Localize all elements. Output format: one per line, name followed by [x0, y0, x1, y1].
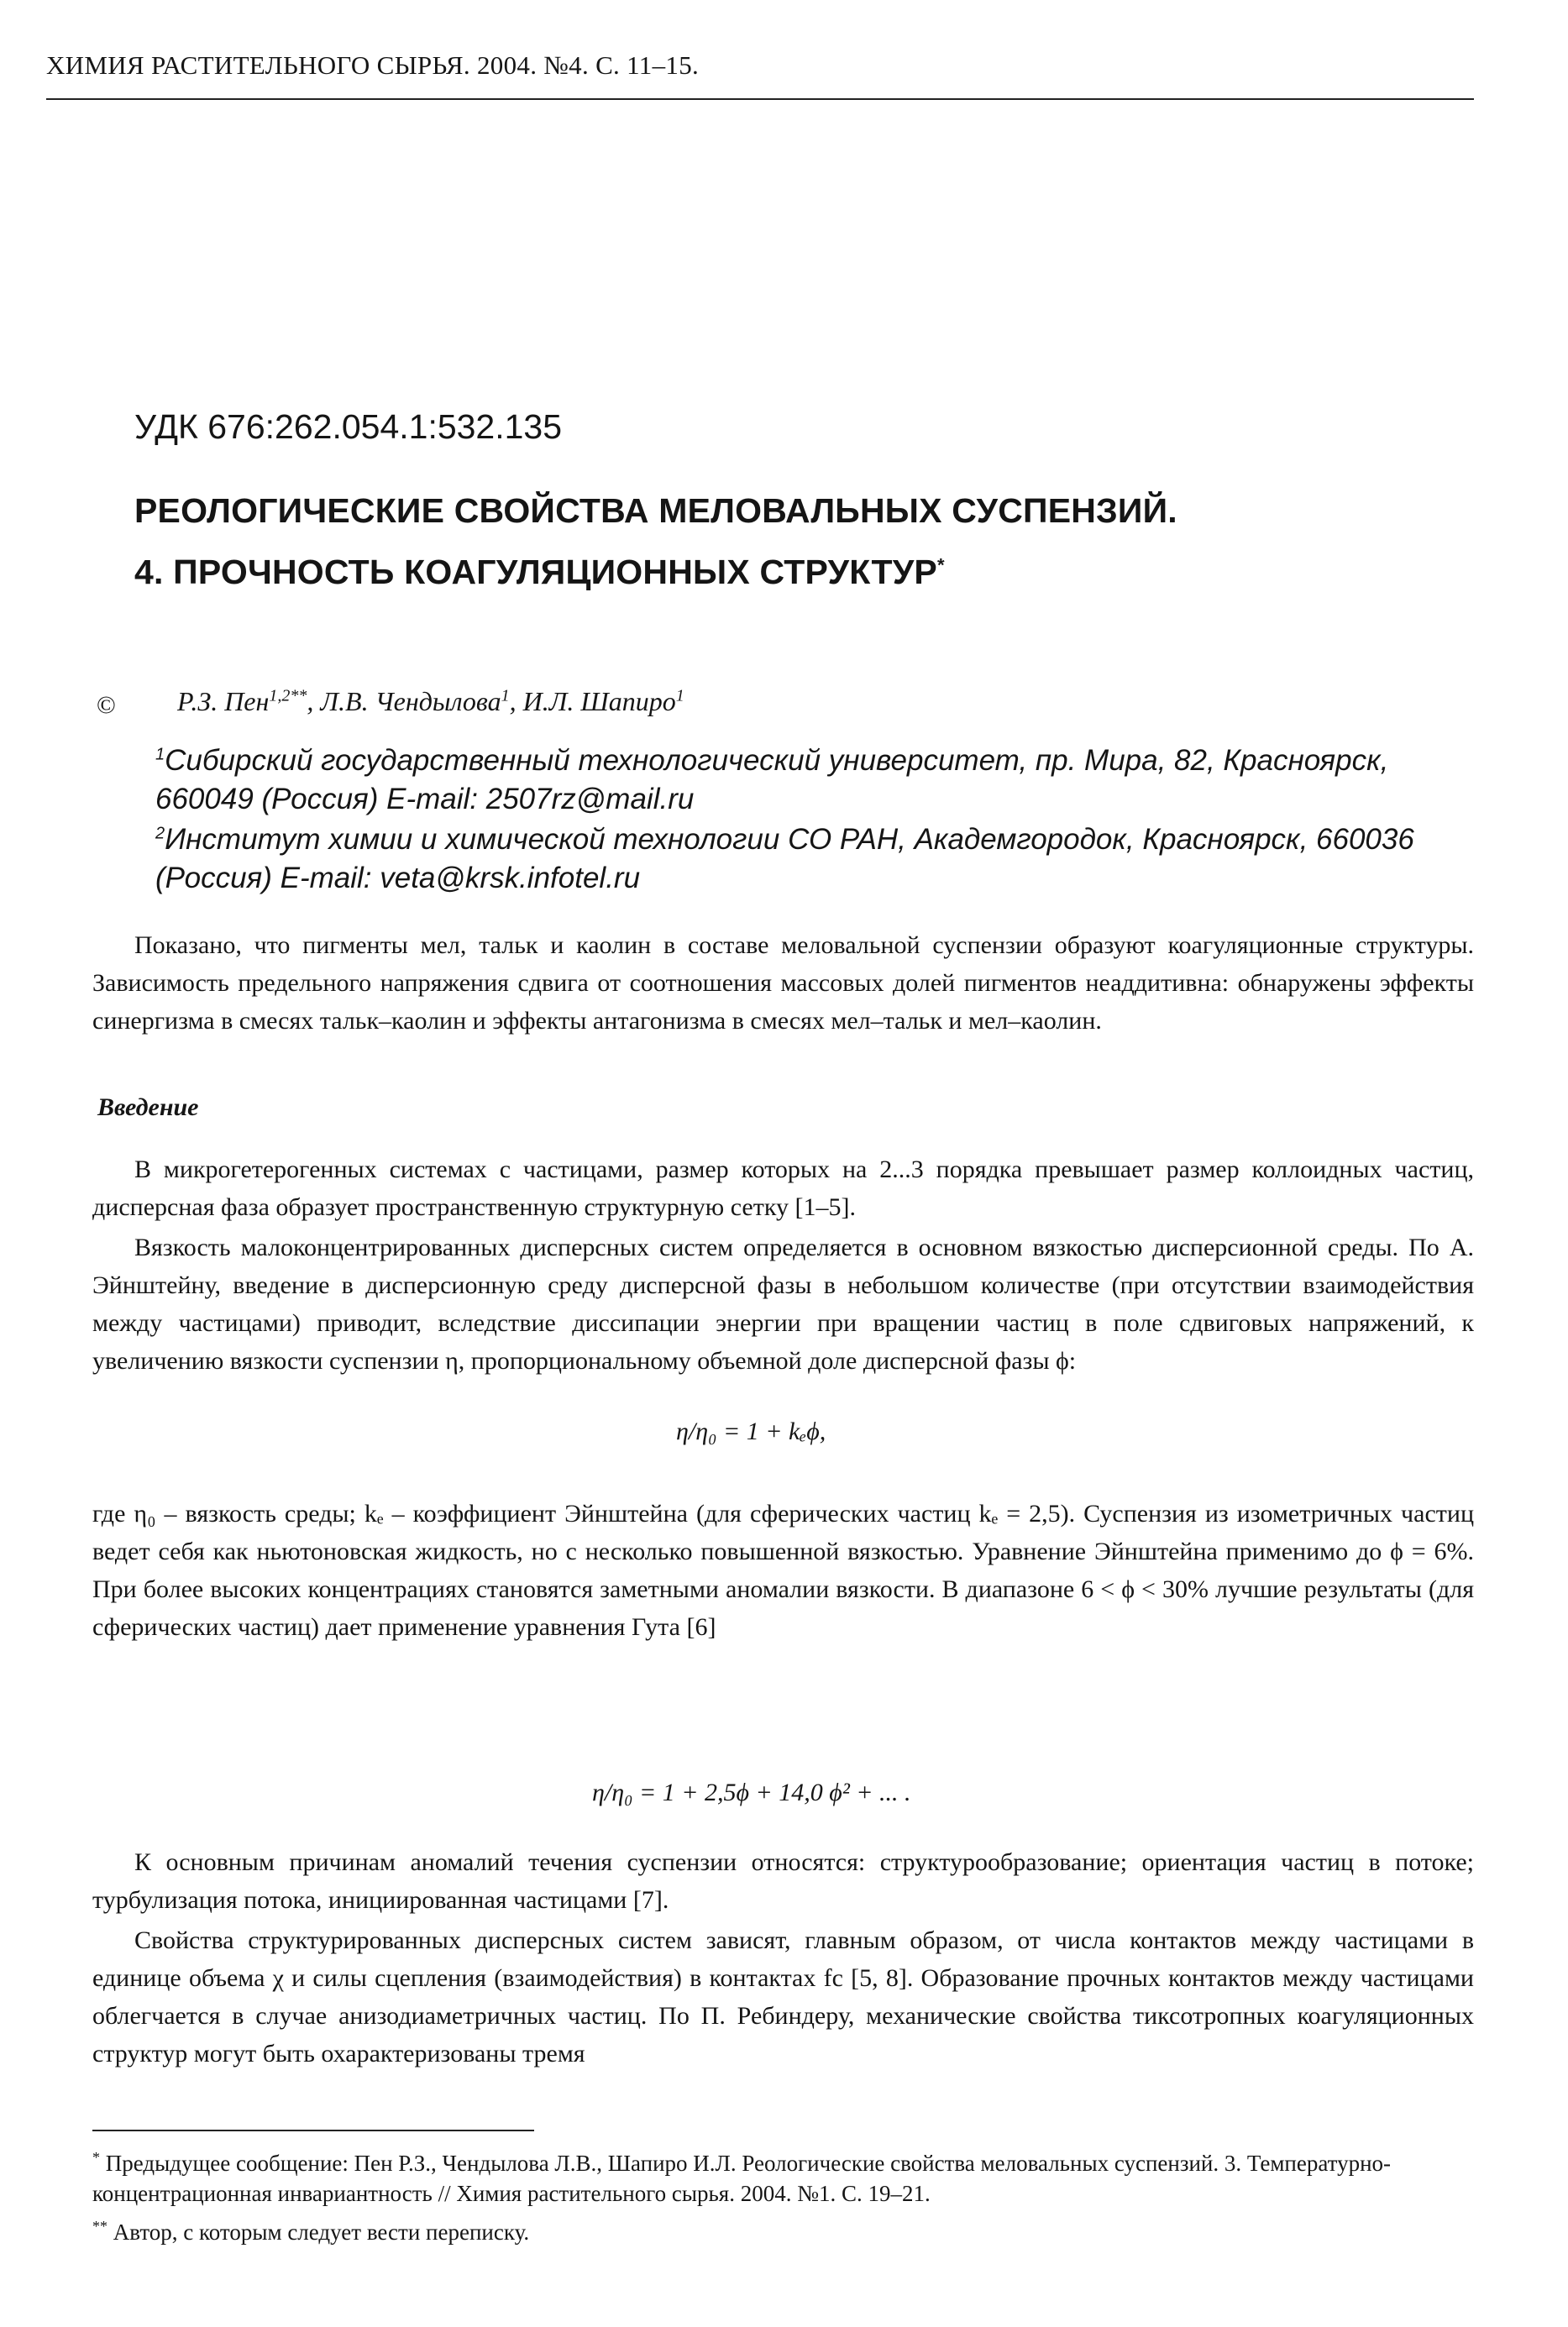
author-2: , Л.В. Чендылова: [307, 686, 501, 716]
running-header: ХИМИЯ РАСТИТЕЛЬНОГО СЫРЬЯ. 2004. №4. С. 11–15.: [46, 50, 700, 80]
affiliation-2-sup: 2: [155, 824, 165, 843]
paragraph-1: В микрогетерогенных системах с частицами, размер которых на 2...3 порядка превышает размер коллоидных частиц, дисперсная фаза образует пространственную структурную сетку [1–5].: [92, 1156, 1474, 1221]
authors: [177, 686, 684, 717]
author-2-sup: 1: [501, 686, 510, 705]
paragraph-3: где η₀ – вязкость среды; kₑ – коэффициент Эйнштейна (для сферических частиц kₑ = 2,5). Суспензия из изометричных частиц ведет себя как ньютоновская жидкость, но с несколько повышенной вязкостью. Уравнение Эйнштейна применимо до ϕ = 6%. При более высоких концентрациях становятся заметными аномалии вязкости. В диапазоне 6 < ϕ < 30% лучшие результаты (для сферических частиц) дает применение уравнения Гута [6]: [92, 1500, 1474, 1641]
footnote-2: [92, 2217, 1474, 2247]
udk-code: УДК 676:262.054.1:532.135: [134, 407, 563, 446]
footnote-2-text: Автор, с которым следует вести переписку.: [113, 2220, 530, 2245]
author-3-sup: 1: [675, 686, 684, 705]
affiliation-2-text: Институт химии и химической технологии СО РАН, Академгородок, Красноярск, 660036 (Россия) E-mail: veta@krsk.infotel.ru: [155, 823, 1414, 894]
footnote-1-text: Предыдущее сообщение: Пен Р.З., Чендылова Л.В., Шапиро И.Л. Реологические свойства меловальных суспензий. 3. Температурно-концентрационная инвариантность // Химия растительного сырья. 2004. №1. С. 19–21.: [92, 2151, 1392, 2206]
header-rule: [46, 98, 1474, 100]
formula-guth: η/η₀ = 1 + 2,5ϕ + 14,0 ϕ² + ... .: [592, 1779, 911, 1806]
formula-einstein: η/η₀ = 1 + kₑϕ,: [676, 1418, 826, 1445]
affiliation-1-sup: 1: [155, 745, 165, 764]
affiliation-1: [155, 742, 1449, 819]
abstract: Показано, что пигменты мел, тальк и каолин в составе меловальной суспензии образуют коагуляционные структуры. Зависимость предельного напряжения сдвига от соотношения массовых долей пигментов неаддитивна: обнаружены эффекты синергизма в смесях тальк–каолин и эффекты антагонизма в смесях мел–тальк и мел–каолин.: [92, 931, 1474, 1035]
footnote-2-mark: **: [92, 2218, 108, 2235]
paragraph-2: Вязкость малоконцентрированных дисперсных систем определяется в основном вязкостью дисперсионной среды. По А. Эйнштейну, введение в дисперсионную среду дисперсной фазы в небольшом количестве (при отсутствии взаимодействия между частицами) приводит, вследствие диссипации энергии при вращении частиц в поле сдвиговых напряжений, к увеличению вязкости суспензии η, пропорциональному объемной доле дисперсной фазы ϕ:: [92, 1234, 1474, 1375]
paragraph-4: К основным причинам аномалий течения суспензии относятся: структурообразование; ориентация частиц в потоке; турбулизация потока, инициированная частицами [7].: [92, 1848, 1474, 1914]
section-heading-intro: Введение: [97, 1093, 199, 1121]
affiliation-2: [155, 820, 1449, 898]
footnote-rule: [92, 2130, 534, 2131]
footnote-1-mark: *: [92, 2149, 100, 2166]
title-line-2: [134, 553, 945, 592]
paragraph-5: Свойства структурированных дисперсных систем зависят, главным образом, от числа контактов между частицами в единице объема χ и силы сцепления (взаимодействия) в контактах fс [5, 8]. Образование прочных контактов между частицами облегчается в случае анизодиаметричных частиц. По П. Ребиндеру, механические свойства тиксотропных коагуляционных структур могут быть охарактеризованы тремя: [92, 1926, 1474, 2068]
copyright-sign: ©: [97, 691, 116, 719]
author-3: , И.Л. Шапиро: [509, 686, 676, 716]
affiliation-1-text: Сибирский государственный технологический университет, пр. Мира, 82, Красноярск, 660049 (Россия) E-mail: 2507rz@mail.ru: [155, 744, 1389, 815]
title-line-2-text: 4. ПРОЧНОСТЬ КОАГУЛЯЦИОННЫХ СТРУКТУР: [134, 553, 937, 591]
footnote-1: [92, 2148, 1474, 2209]
author-1-sup: 1,2**: [269, 686, 307, 705]
title-line-1: РЕОЛОГИЧЕСКИЕ СВОЙСТВА МЕЛОВАЛЬНЫХ СУСПЕНЗИЙ.: [134, 491, 1177, 530]
title-footnote-mark: *: [936, 554, 945, 576]
author-1: Р.З. Пен: [177, 686, 270, 716]
